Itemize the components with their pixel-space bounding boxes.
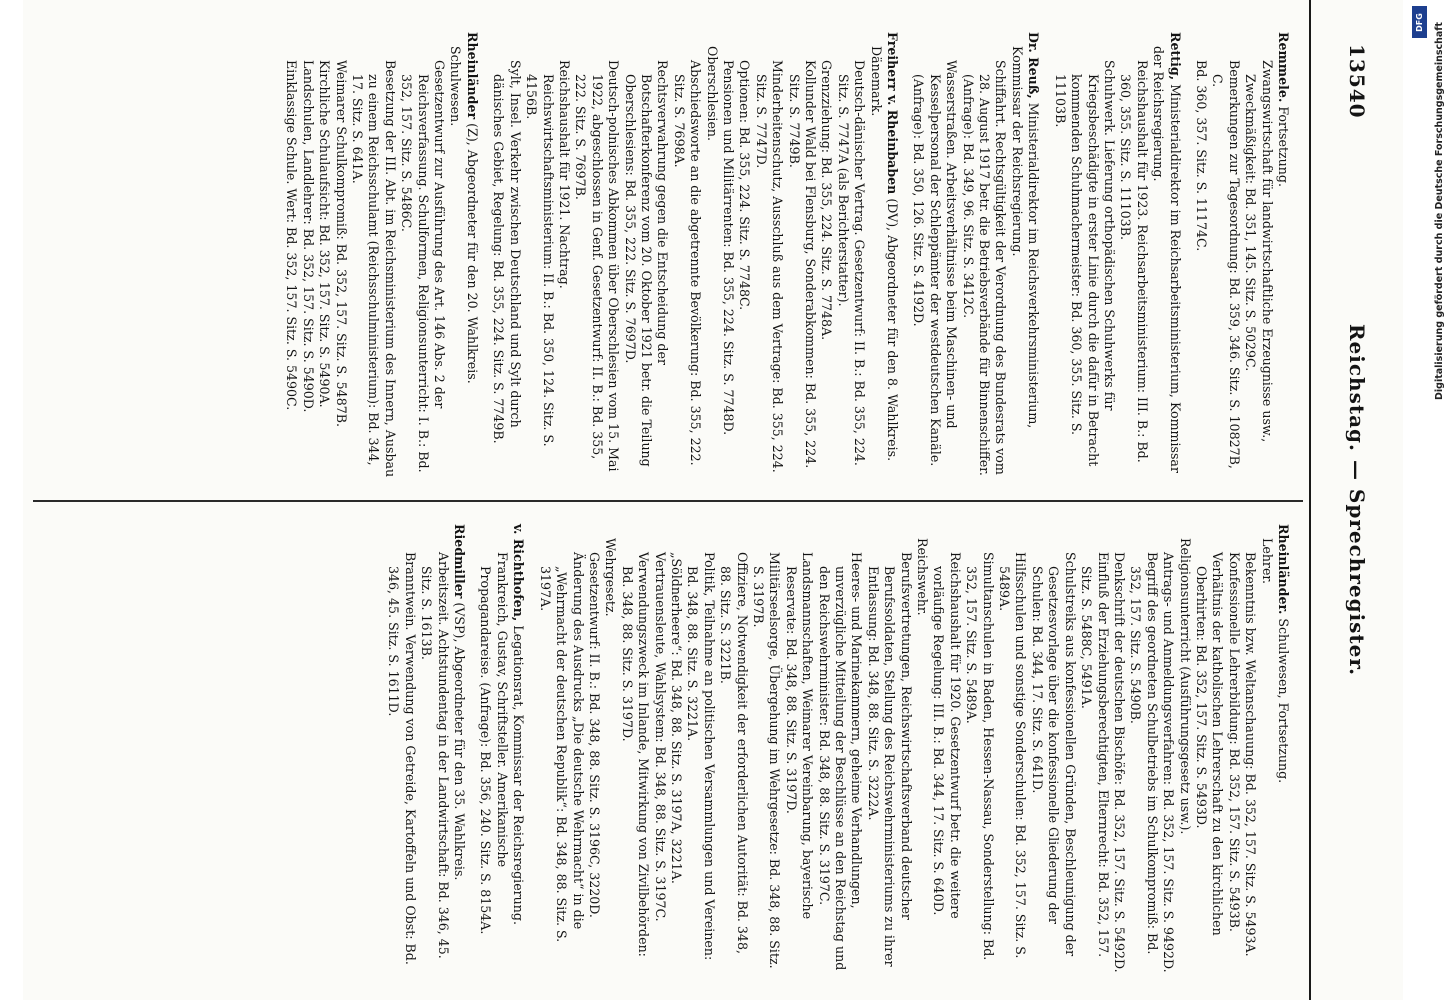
- reference-line: Deutsch-polnisches Abkommen über Oberschlesien vom 15. Mai 1922, abgeschlossen in Genf. Gesetzentwurf: II. B.: Bd. 355, 222. Sitz. S. 7697B.: [573, 60, 622, 472]
- left-column: [278, 32, 1291, 478]
- reference-line: Zwangswirtschaft für landwirtschaftliche Erzeugnisse usw., Zweckmäßigkeit: Bd. 351, 145. Sitz. S. 5029C.: [1243, 60, 1275, 443]
- topic-heading: Wehrgesetz.: [603, 538, 619, 617]
- reference-line: Weimarer Schulkompromiß: Bd. 352, 157. Sitz. S. 5487B.: [333, 60, 349, 427]
- speaker-role: Ministerialdirektor im Reichsarbeitsministerium, Kommissar der Reichsregierung.: [1151, 46, 1183, 473]
- speaker-name: v. Richthofen,: [511, 524, 527, 622]
- reference-line: Begriff des geordneten Schulbetriebs im Schulkompromiß: Bd. 352, 157. Sitz. S. 5490B.: [1128, 552, 1160, 955]
- entry-heading: [884, 32, 900, 478]
- topic-heading: Religionsunterricht (Ausführungsgesetz usw.).: [1177, 538, 1193, 835]
- digitization-credit: Digitalisierung gefördert durch die Deutsche Forschungsgemeinschaft: [1434, 22, 1445, 400]
- reference-line: Rechtsverwahrung gegen die Entscheidung der Botschafterkonferenz vom 20. Oktober 1921 betr. die Teilung Oberschlesiens: Bd. 355, 222. Sitz. S. 7697D.: [622, 60, 671, 467]
- scanned-page: [23, 0, 1403, 1000]
- column-divider: [33, 500, 1303, 502]
- entry-heading: [1150, 32, 1183, 478]
- reference-line: Einfluß der Erziehungsberechtigten, Elternrecht: Bd. 352, 157. Sitz. S. 5488C, 5491A.: [1079, 552, 1111, 958]
- reference-line: Wasserstraßen. Arbeitsverhältnisse beim Maschinen- und Kesselpersonal der Schleppämter der westdeutschen Kanäle. (Anfrage): Bd. 350, 126. Sitz. S. 4192D.: [911, 60, 960, 467]
- reference-line: Schuhwerk. Lieferung orthopädischen Schuhwerks für Kriegsbeschädigte in erster Linie durch die dafür in Betracht kommenden Schuhmachermeister: Bd. 360, 355. Sitz. S. 11103B.: [1052, 60, 1117, 467]
- register-entry: [536, 524, 1291, 976]
- reference-line: Änderung des Ausdrucks „Die deutsche Wehrmacht“ in die „Wehrmacht der deutschen Republik“: Bd. 348, 88. Sitz. S. 3197A.: [537, 552, 586, 943]
- speaker-name: Dr. Reuß,: [1026, 32, 1042, 99]
- reference-line: Landschulen, Landlehrer: Bd. 352, 157. Sitz. S. 5490D.: [300, 60, 316, 413]
- entry-heading: [451, 524, 467, 976]
- speaker-name: Rheinländer.: [1276, 524, 1291, 615]
- speaker-role: Legationsrat, Kommissar der Reichsregierung.: [511, 625, 527, 925]
- speaker-name: Freiherr v. Rheinbaben: [885, 32, 901, 195]
- reference-line: Abschiedsworte an die abgetrennte Bevölkerung: Bd. 355, 222. Sitz. S. 7698A.: [671, 60, 704, 466]
- reference-line: Verhältnis der katholischen Lehrerschaft zu den kirchlichen Oberhirten: Bd. 352, 157. Sitz. S. 5493D.: [1193, 552, 1226, 936]
- speaker-role: (Z), Abgeordneter für den 20. Wahlkreis.: [464, 123, 480, 384]
- right-column: [380, 524, 1291, 976]
- topic-heading: Dänemark.: [868, 46, 884, 117]
- entry-heading: [1009, 32, 1042, 478]
- speaker-role: Schulwesen, Fortsetzung.: [1276, 618, 1291, 784]
- reference-line: Reichshaushalt für 1923. Reichsarbeitsministerium: III. B.: Bd. 360, 355. Sitz. S. 11103B.: [1118, 60, 1150, 463]
- reference-line: Denkschrift der deutschen Bischöfe: Bd. 352, 157. Sitz. S. 5492D.: [1111, 552, 1127, 973]
- reference-line: Schiffahrt. Rechtsgültigkeit der Verordnung des Bundesrats vom 28. August 1917 betr. die Betriebsverbände für Binnenschiffer. (Anfrage): Bd. 349, 96. Sitz. S. 3412C.: [960, 60, 1009, 476]
- register-entry: [910, 32, 1041, 478]
- reference-line: Bd. 360, 357. Sitz. S. 11174C.: [1193, 60, 1209, 252]
- reference-line: Reichshaushalt für 1920. Gesetzentwurf betr. die weitere vorläufige Regelung: III. B.: Bd. 344, 17. Sitz. S. 640D.: [931, 552, 963, 919]
- dfg-logo: DFG: [1412, 6, 1427, 38]
- reference-line: Reichshaushalt für 1921. Nachtrag. Reichswirtschaftsministerium: II. B.: Bd. 350, 124. Sitz. S. 4156B.: [524, 60, 572, 447]
- entry-heading: [1275, 524, 1291, 976]
- reference-line: Sylt, Insel. Verkehr zwischen Deutschland und Sylt durch dänisches Gebiet, Regelung: Bd. 355, 224. Sitz. S. 7749B.: [491, 60, 523, 444]
- reference-line: Frankreich, Gustav, Schriftsteller. Amerikanische Propagandareise. (Anfrage): Bd. 356, 240. Sitz. S. 8154A.: [478, 552, 510, 935]
- reference-line: Arbeitszeit. Achtstundentag in der Landwirtschaft: Bd. 346, 45. Sitz. S. 1613B.: [419, 552, 451, 959]
- reference-line: Optionen: Bd. 355, 224. Sitz. S. 7748C.: [737, 60, 753, 311]
- topic-heading: Lehrer.: [1259, 538, 1275, 585]
- reference-line: Heeres- und Marinekammern, geheime Verhandlungen, unverzügliche Mitteilung der Beschlüsse an den Reichstag und den Reichswehrminister: Bd. 348, 88. Sitz. S. 3197C.: [816, 552, 865, 971]
- register-entry: [1051, 32, 1182, 478]
- reference-line: Grenzziehung: Bd. 355, 224. Sitz. S. 7748A.: [819, 60, 835, 341]
- reference-line: Bemerkungen zur Tagesordnung: Bd. 359, 346. Sitz. S. 10827B, C.: [1210, 60, 1242, 469]
- register-entry: [1193, 32, 1291, 478]
- topic-heading: Schulwesen.: [448, 46, 464, 127]
- reference-line: Besetzung der III. Abt. im Reichsministerium des Innern, Ausbau zu einem Reichsschulamt (Reichsschulministerium): Bd. 344, 17. Sitz. S. 641A.: [350, 60, 398, 478]
- register-entry: [490, 32, 900, 478]
- reference-line: Minderheitenschutz, Ausschluß aus dem Vertrage: Bd. 355, 224. Sitz. S. 7747D.: [753, 60, 786, 473]
- speaker-name: Rettig,: [1167, 32, 1183, 81]
- reference-line: Kollunder Wald bei Flensburg, Sonderabkommen: Bd. 355, 224. Sitz. S. 7749B.: [786, 60, 819, 469]
- reference-line: Pensionen und Militärrenten: Bd. 355, 224. Sitz. S. 7748D.: [721, 60, 736, 436]
- reference-line: Verwendungszweck im Inlande, Mitwirkung von Zivilbehörden: Bd. 348, 88. Sitz. S. 3197D.: [619, 552, 652, 957]
- speaker-role: (VSP), Abgeordneter für den 35. Wahlkreis.: [452, 602, 468, 881]
- reference-line: Politik, Teilnahme an politischen Versammlungen und Vereinen: Bd. 348, 88. Sitz. S. 3221A.: [685, 552, 717, 961]
- reference-line: Simultanschulen in Baden, Hessen-Nassau, Sonderstellung: Bd. 352, 157. Sitz. S. 5489A.: [964, 552, 996, 961]
- page-number: 13540: [1345, 44, 1369, 119]
- topic-heading: Oberschlesien.: [704, 46, 720, 142]
- entry-heading: [464, 32, 480, 478]
- digitization-sidebar: [1404, 0, 1445, 1000]
- register-entry: [477, 524, 526, 976]
- speaker-name: Rheinländer: [464, 32, 480, 120]
- reference-line: Bekenntnis bzw. Weltanschauung: Bd. 352, 157. Sitz. S. 5493A.: [1243, 552, 1259, 957]
- page-header: [1309, 0, 1403, 1000]
- reference-line: Kirchliche Schulaufsicht: Bd. 352, 157. Sitz. S. 5490A.: [317, 60, 333, 408]
- entry-heading: [510, 524, 526, 976]
- reference-line: Antrags- und Anmeldungsverfahren: Bd. 352, 157. Sitz. S. 9492D.: [1161, 552, 1177, 973]
- speaker-role: Ministerialdirektor im Reichsverkehrsministerium, Kommissar der Reichsregierung.: [1009, 46, 1042, 429]
- reference-line: Berufsvertretungen, Reichswirtschaftsverband deutscher Berufssoldaten, Stellung des Reichswehrministeriums zu ihrer Entlassung: Bd. 348, 88. Sitz. S. 3222A.: [865, 552, 914, 967]
- speaker-name: Riedmiller: [452, 524, 468, 599]
- reference-line: Deutsch-dänischer Vertrag. Gesetzentwurf: II. B.: Bd. 355, 224. Sitz. S. 7747A (als Berichterstatter).: [835, 60, 868, 466]
- topic-heading: Reichswehr.: [915, 538, 931, 616]
- reference-line: Vertrauensleute, Wahlsystem: Bd. 348, 88. Sitz. S. 3197C.: [652, 552, 668, 922]
- reference-line: „Söldnerheere“: Bd. 348, 88. Sitz. S. 3197A, 3221A.: [668, 552, 684, 884]
- reference-line: Konfessionelle Lehrerbildung: Bd. 352, 157. Sitz. S. 5493B.: [1226, 552, 1242, 932]
- speaker-role: (DV), Abgeordneter für den 8. Wahlkreis.: [885, 198, 901, 462]
- page-title: Reichstag. — Sprechregister.: [1345, 323, 1369, 677]
- reference-line: Schulstreiks aus konfessionellen Gründen, Beschleunigung der Gesetzesvorlage über die konfessionelle Gliederung der Schulen: Bd. 344, 17. Sitz. S. 641D.: [1029, 552, 1078, 957]
- reference-line: Gesetzentwurf: II. B.: Bd. 348, 88. Sitz. S. 3196C, 3220D.: [586, 552, 602, 918]
- register-entry: [385, 524, 467, 976]
- reference-line: Gesetzentwurf zur Ausführung des Art. 146 Abs. 2 der Reichsverfassung. Schulformen, Religionsunterricht: I. B.: Bd. 352, 157. Sitz. S. 5486C.: [399, 60, 448, 473]
- register-entry: [283, 32, 480, 478]
- reference-line: Branntwein. Verwendung von Getreide, Kartoffeln und Obst: Bd. 346, 45. Sitz. S. 1611D.: [386, 552, 418, 965]
- speaker-name: Remmele.: [1276, 32, 1291, 103]
- reference-line: Landsmannschaften, Weimarer Vereinbarung, bayerische Reservate: Bd. 348, 88. Sitz. S. 3197D.: [783, 552, 816, 920]
- speaker-role: Fortsetzung.: [1276, 106, 1291, 187]
- reference-line: Einklassige Schule. Wert: Bd. 352, 157. Sitz. S. 5490C.: [284, 60, 300, 411]
- reference-line: Offiziere, Notwendigkeit der erforderlichen Autorität: Bd. 348, 88. Sitz. S. 3221B.: [718, 552, 750, 954]
- entry-heading: [1275, 32, 1291, 478]
- reference-line: Militärseelsorge, Übergehung im Wehrgesetze: Bd. 348, 88. Sitz. S. 3197B.: [751, 552, 783, 969]
- reference-line: Hilfsschulen und sonstige Sonderschulen: Bd. 352, 157. Sitz. S. 5489A.: [997, 552, 1029, 959]
